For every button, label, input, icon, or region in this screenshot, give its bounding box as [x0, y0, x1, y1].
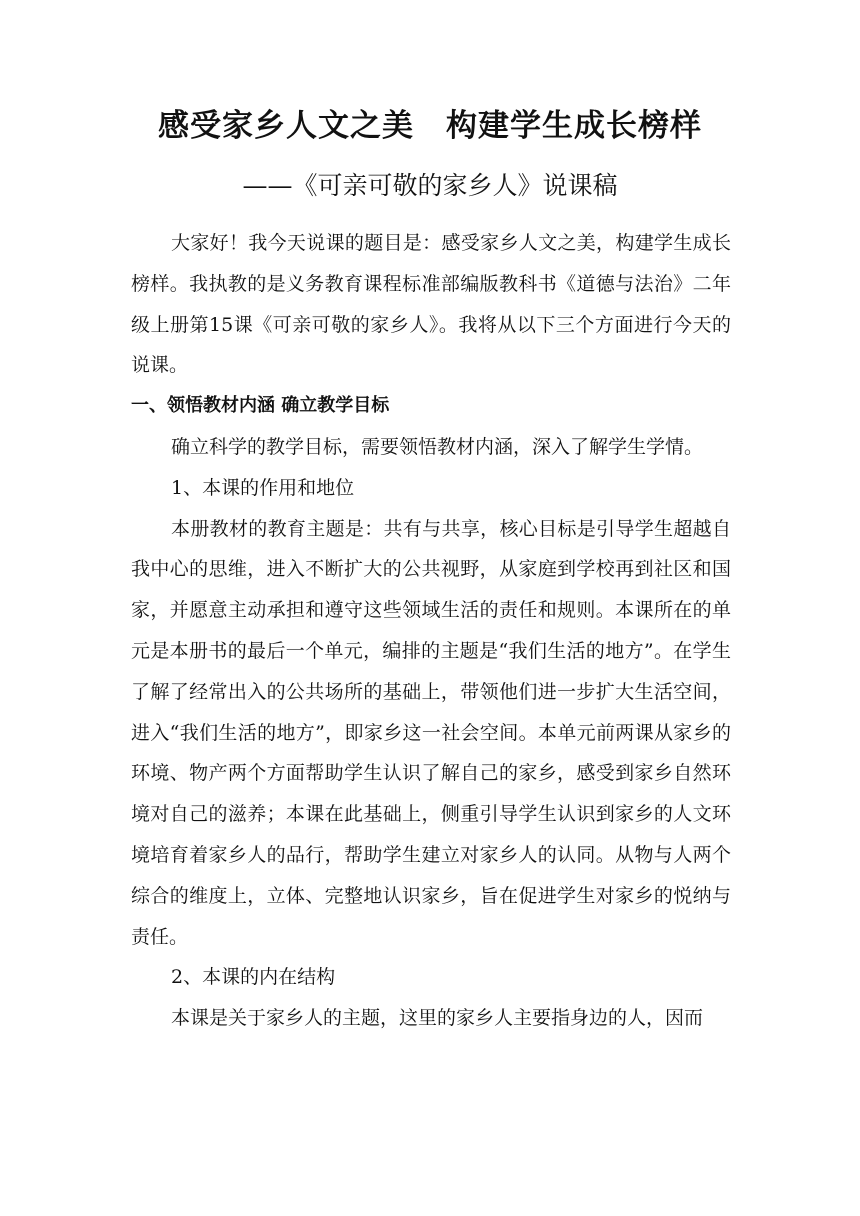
document-subtitle: ——《可亲可敬的家乡人》说课稿: [242, 171, 618, 200]
section-heading-1: 一、领悟教材内涵 确立教学目标: [131, 395, 390, 417]
subsection-body-2: 本课是关于家乡人的主题，这里的家乡人主要指身边的人，因而: [171, 1007, 704, 1030]
subsection-heading-1: 1、本课的作用和地位: [171, 476, 355, 499]
section-intro-paragraph: 确立科学的教学目标，需要领悟教材内涵，深入了解学生学情。: [171, 435, 704, 458]
document-title: 感受家乡人文之美 构建学生成长榜样: [158, 108, 702, 144]
subsection-body-1: 本册教材的教育主题是：共有与共享，核心目标是引导学生超越自我中心的思维，进入不断扩大的公共视野，从家庭到学校再到社区和国家，并愿意主动承担和遵守这些领域生活的责任和规则。本课所在的单元是本册书的最后一个单元，编排的主题是“我们生活的地方”。在学生了解了经常出入的公共场所的基础上，带领他们进一步扩大生活空间，进入“我们生活的地方”，即家乡这一社会空间。本单元前两课从家乡的环境、物产两个方面帮助学生认识了解自己的家乡，感受到家乡自然环境对自己的滋养；本课在此基础上，侧重引导学生认识到家乡的人文环境培育着家乡人的品行，帮助学生建立对家乡人的认同。从物与人两个综合的维度上，立体、完整地认识家乡，旨在促进学生对家乡的悦纳与责任。: [131, 517, 731, 948]
document-body: [131, 223, 731, 1039]
intro-paragraph: 大家好！我今天说课的题目是：感受家乡人文之美，构建学生成长榜样。我执教的是义务教育课程标准部编版教科书《道德与法治》二年级上册第15课《可亲可敬的家乡人》。我将从以下三个方面进行今天的说课。: [131, 232, 731, 377]
subsection-heading-2: 2、本课的内在结构: [171, 966, 336, 989]
